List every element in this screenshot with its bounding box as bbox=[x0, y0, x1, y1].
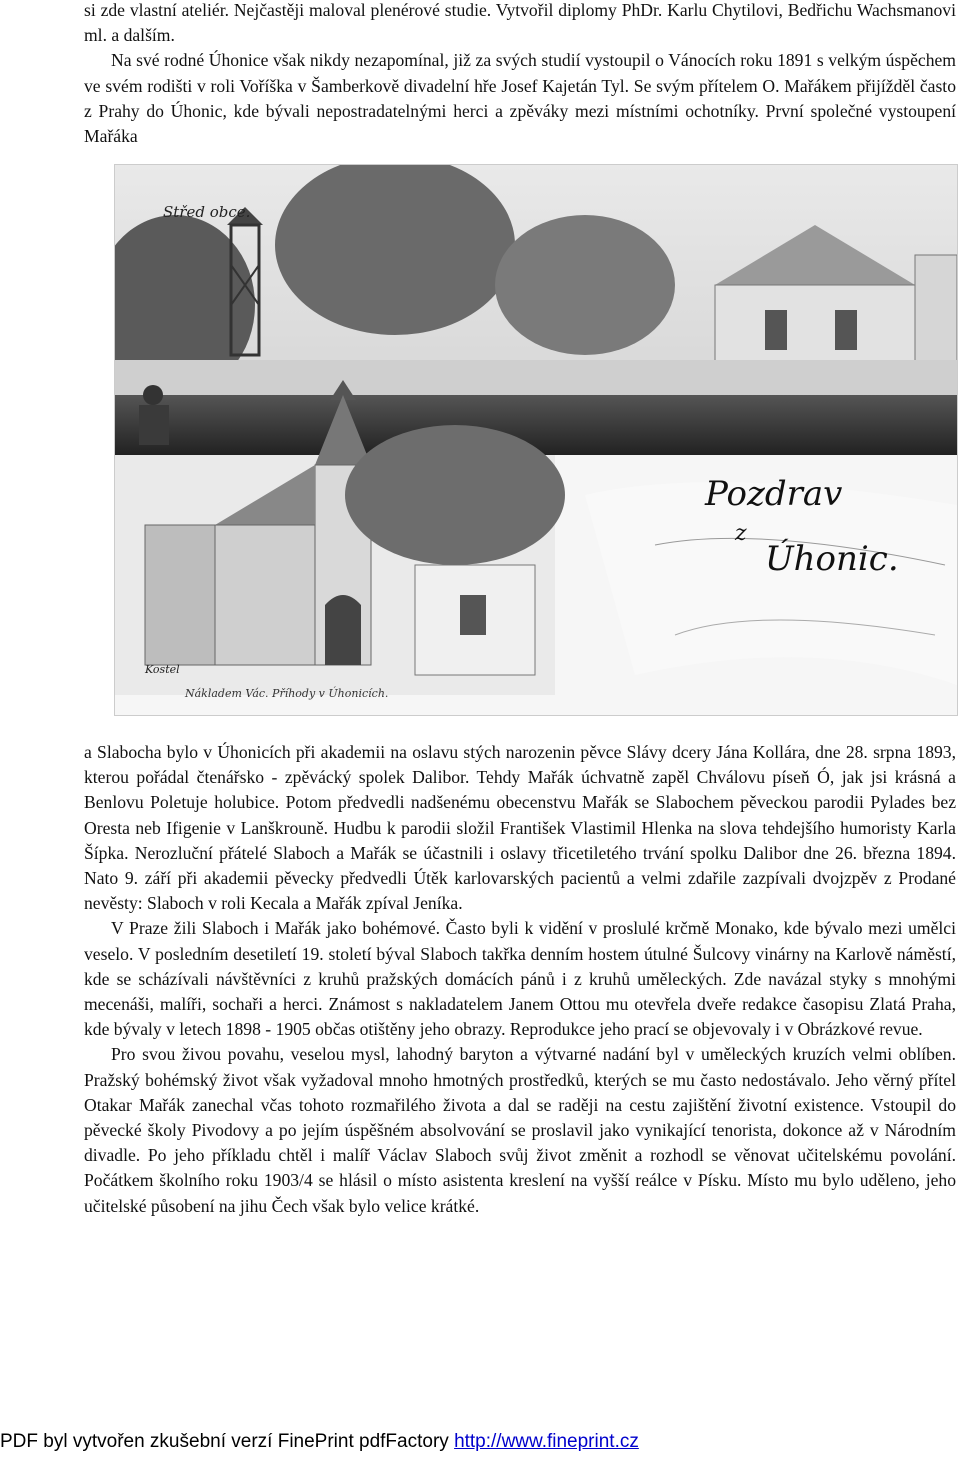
paragraph: si zde vlastní ateliér. Nejčastěji maloval plenérové studie. Vytvořil diplomy PhDr. Karlu Chytilovi, Bedřichu Wachsmanovi ml. a dalším. bbox=[84, 0, 956, 46]
tree bbox=[495, 215, 675, 355]
paragraph: V Praze žili Slaboch i Mařák jako bohémové. Často byli k vidění v proslulé krčmě Monako, kde bývalo mezi umělci veselo. V posledním desetiletí 19. století býval Slaboch takřka denním hostem útulné Šulcovy vinárny na Karlově náměstí, kde se scházívali návštěvníci z kruhů pražských domácích pánů i z kruhů uměleckých. Zde navázal styky s mnohými mecenáši, malíři, sochaři a herci. Známost s nakladatelem Janem Ottou mu otevřela dveře redakce časopisu Zlatá Praha, kde bývaly v letech 1898 - 1905 občas otištěny jeho obrazy. Reprodukce jeho prací se objevovaly i v Obrázkové revue. bbox=[84, 918, 956, 1040]
footer-text: PDF byl vytvořen zkušební verzí FinePrint pdfFactory bbox=[0, 1431, 449, 1452]
postcard-label-greeting: Pozdrav bbox=[705, 474, 843, 514]
top-text-block bbox=[84, 0, 956, 149]
postcard-label-publisher: Nákladem Vác. Příhody v Úhonicích. bbox=[185, 687, 389, 700]
postcard-label-top: Střed obce. bbox=[163, 203, 251, 221]
pond bbox=[115, 395, 957, 455]
postcard-illustration bbox=[115, 165, 957, 715]
bottom-text-block bbox=[84, 740, 956, 1219]
postcard-label-z: z bbox=[735, 521, 747, 546]
footer-link[interactable]: http://www.fineprint.cz bbox=[454, 1431, 639, 1452]
pdf-footer bbox=[0, 1430, 960, 1454]
paragraph: Na své rodné Úhonice však nikdy nezapomínal, již za svých studií vystoupil o Vánocích roku 1891 s velkým úspěchem ve svém rodišti v roli Voříška v Šamberkově divadelní hře Josef Kajetán Tyl. Se svým přítelem O. Mařákem přijížděl často z Prahy do Úhonic, kde bývali nepostradatelnými herci a zpěváky mezi místními ochotníky. První společné vystoupení Mařáka bbox=[84, 50, 956, 147]
paragraph: Pro svou živou povahu, veselou mysl, lahodný baryton a výtvarné nadání byl v uměleckých kruzích velmi oblíben. Pražský bohémský život však vyžadoval mnoho hmotných prostředků, kterých se mu často nedostávalo. Jeho věrný přítel Otakar Mařák zanechal včas tohoto rozmařilého života a dal se raději na cestu zajištění životní existence. Vstoupil do pěvecké školy Pivodovy a po jejím úspěšném absolvování se proslavil jako vynikající tenorista, dokonce až v Národním divadle. Po jeho příkladu chtěl i malíř Václav Slaboch svůj život změnit a rozhodl se věnovat učitelskému povolání. Počátkem školního roku 1903/4 se hlásil o místo asistenta kreslení na vyšší reálce v Písku. Místo mu bylo uděleno, jeho učitelské působení na jihu Čech však bylo velice krátké. bbox=[84, 1044, 956, 1216]
postcard-label-place: Úhonic. bbox=[765, 539, 899, 579]
postcard-image bbox=[114, 164, 958, 716]
paragraph: a Slabocha bylo v Úhonicích při akademii na oslavu stých narozenin pěvce Slávy dcery Jána Kollára, dne 28. srpna 1893, kterou pořádal čtenářsko - zpěvácký spolek Dalibor. Tehdy Mařák úchvatně zapěl Chválovu píseň Ó, jak jsi krásná a Benlovu Poletuje holubice. Potom předvedli nadšenému obecenstvu Mařák se Slabochem pěveckou parodii Pylades bez Oresta neb Ifigenie v Lanškrouně. Hudbu k parodii složil František Vlastimil Hlenka na slova tehdejšího humoristy Karla Šípka. Nerozluční přátelé Slaboch a Mařák se účastnili i oslavy třicetiletého trvání spolku Dalibor dne 26. března 1894. Nato 9. září při akademii pěvecky předvedli Útěk karlovarských pacientů a velmi zdařile zazpívali dvojzpěv z Prodané nevěsty: Slaboch v roli Kecala a Mařák zpíval Jeníka. bbox=[84, 742, 956, 914]
village-green bbox=[115, 360, 957, 395]
postcard-label-church: Kostel bbox=[145, 663, 180, 676]
tree bbox=[345, 425, 565, 565]
